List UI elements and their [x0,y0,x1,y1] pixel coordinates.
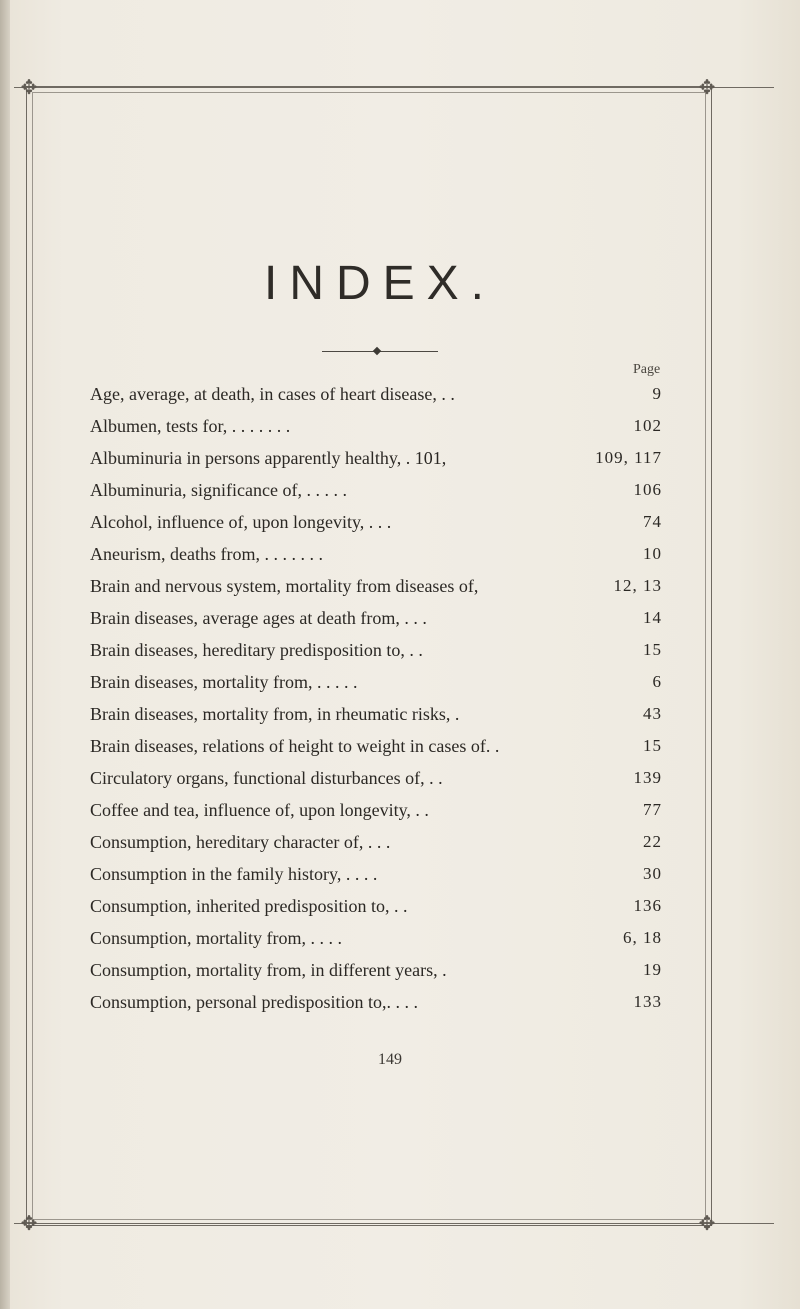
title-divider [322,349,438,355]
entry-pages: 106 [633,480,662,499]
entry-text: Albuminuria in persons apparently healthy, . 101, [90,448,447,468]
index-entry [90,442,662,474]
entry-text: Consumption in the family history, . . . . [90,864,378,884]
entry-pages: 14 [643,608,662,627]
page-column-header: Page [633,362,661,377]
index-entry [90,826,662,858]
index-entry [90,506,662,538]
entry-pages: 12, 13 [613,576,662,595]
entry-text: Albumen, tests for, . . . . . . . [90,416,291,436]
entry-pages: 77 [643,800,662,819]
index-entry [90,858,662,890]
entry-text: Brain diseases, average ages at death from, . . . [90,608,427,628]
corner-ornament-icon: ✥ [20,75,38,99]
index-entry [90,474,662,506]
entry-pages: 139 [633,768,662,787]
entry-pages: 43 [643,704,662,723]
page-title: INDEX. [263,257,497,310]
entry-text: Brain diseases, hereditary predisposition to, . . [90,640,423,660]
entry-text: Brain diseases, mortality from, in rheumatic risks, . [90,704,460,724]
index-entries [90,378,662,1018]
entry-text: Consumption, mortality from, in different years, . [90,960,447,980]
entry-pages: 19 [643,960,662,979]
index-entry [90,410,662,442]
index-entry [90,538,662,570]
entry-pages: 9 [652,384,662,403]
index-entry [90,762,662,794]
index-entry [90,890,662,922]
entry-pages: 22 [643,832,662,851]
page-spine-shadow [0,0,10,1309]
entry-text: Consumption, hereditary character of, . . . [90,832,391,852]
entry-text: Circulatory organs, functional disturbances of, . . [90,768,443,788]
index-entry [90,922,662,954]
index-entry [90,986,662,1018]
entry-text: Aneurism, deaths from, . . . . . . . [90,544,323,564]
entry-text: Consumption, personal predisposition to,. . . . [90,992,418,1012]
bottom-frame-rule [14,1223,774,1224]
index-entry [90,730,662,762]
entry-pages: 102 [633,416,662,435]
index-entry [90,602,662,634]
entry-pages: 30 [643,864,662,883]
entry-text: Brain and nervous system, mortality from diseases of, [90,576,479,596]
entry-pages: 10 [643,544,662,563]
entry-text: Age, average, at death, in cases of heart disease, . . [90,384,455,404]
entry-text: Alcohol, influence of, upon longevity, . . . [90,512,392,532]
corner-ornament-icon: ✥ [698,1211,716,1235]
corner-ornament-icon: ✥ [20,1211,38,1235]
diamond-ornament-icon [373,347,381,355]
entry-pages: 6, 18 [623,928,662,947]
entry-text: Brain diseases, relations of height to weight in cases of. . [90,736,500,756]
index-entry [90,570,662,602]
entry-text: Brain diseases, mortality from, . . . . . [90,672,358,692]
entry-pages: 133 [633,992,662,1011]
entry-text: Consumption, inherited predisposition to, . . [90,896,408,916]
entry-pages: 15 [643,640,662,659]
entry-text: Coffee and tea, influence of, upon longevity, . . [90,800,429,820]
top-frame-rule [14,87,774,88]
page-number: 149 [378,1051,402,1068]
index-entry [90,794,662,826]
index-entry [90,378,662,410]
index-entry [90,698,662,730]
corner-ornament-icon: ✥ [698,75,716,99]
entry-pages: 136 [633,896,662,915]
index-entry [90,666,662,698]
entry-pages: 15 [643,736,662,755]
index-entry [90,954,662,986]
entry-text: Albuminuria, significance of, . . . . . [90,480,347,500]
index-entry [90,634,662,666]
entry-pages: 6 [652,672,662,691]
entry-text: Consumption, mortality from, . . . . [90,928,342,948]
entry-pages: 109, 117 [595,448,662,467]
entry-pages: 74 [643,512,662,531]
